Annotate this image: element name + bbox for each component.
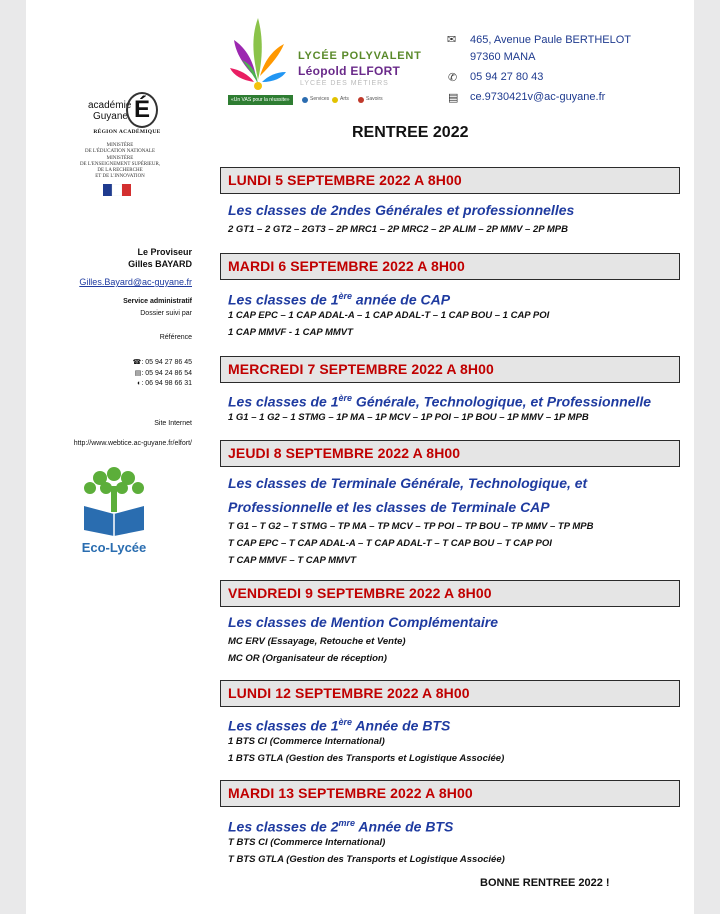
school-type: LYCÉE POLYVALENT: [298, 50, 422, 62]
class-title-sup: ère: [338, 393, 353, 403]
school-name: Léopold ELFORT: [298, 64, 401, 78]
pillar-label: Savoirs: [366, 96, 383, 102]
phone-icon: ☎: [132, 359, 142, 366]
day-heading: VENDREDI 9 SEPTEMBRE 2022 A 8H00: [228, 585, 492, 601]
day-heading: MARDI 13 SEPTEMBRE 2022 A 8H00: [228, 785, 473, 801]
site-label: Site Internet: [154, 420, 192, 427]
day-heading-box: [220, 580, 680, 607]
class-detail: T CAP MMVF – T CAP MMVT: [228, 555, 357, 566]
class-group-title: [228, 472, 587, 494]
proviseur-email-link[interactable]: Gilles.Bayard@ac-guyane.fr: [79, 277, 192, 287]
service-label: Service administratif: [123, 298, 192, 305]
class-title-text: Les classes de 1: [228, 393, 339, 410]
ministry-line: DE L'ÉDUCATION NATIONALE: [84, 149, 156, 154]
class-group-title: [228, 199, 574, 221]
tel-value: : 05 94 27 86 45: [141, 359, 192, 366]
school-motto-bar: [228, 95, 398, 106]
class-title-text: Les classes de 2ndes Générales et professionnelles: [228, 202, 575, 218]
pillar-dot: [332, 97, 338, 103]
class-detail: T BTS GTLA (Gestion des Transports et Logistique Associée): [228, 854, 505, 865]
class-title-sup: ère: [338, 291, 353, 301]
ministry-line: MINISTÈRE: [106, 156, 134, 161]
class-detail: 1 CAP EPC – 1 CAP ADAL-A – 1 CAP ADAL-T – 1 CAP BOU – 1 CAP POI: [228, 310, 550, 321]
class-detail: 1 BTS GTLA (Gestion des Transports et Logistique Associée): [228, 753, 505, 764]
fax-number: [32, 369, 192, 377]
ministry-line: ET DE L'INNOVATION: [95, 174, 145, 179]
reference-label: Référence: [159, 334, 192, 341]
class-detail: 1 G1 – 1 G2 – 1 STMG – 1P MA – 1P MCV – 1P POI – 1P BOU – 1P MMV – 1P MPB: [228, 412, 589, 423]
site-url-link[interactable]: http://www.webtice.ac-guyane.fr/elfort/: [73, 440, 192, 447]
mobile-icon: ◐: [137, 380, 142, 387]
proviseur-title: Le Proviseur: [137, 247, 192, 257]
ministry-line: DE L'ENSEIGNEMENT SUPÉRIEUR,: [79, 162, 161, 167]
day-heading: MERCREDI 7 SEPTEMBRE 2022 A 8H00: [228, 361, 494, 377]
contact-email[interactable]: ce.9730421v@ac-guyane.fr: [470, 91, 606, 103]
dossier-label: Dossier suivi par: [140, 310, 192, 317]
academie-region-label: Guyane: [92, 111, 128, 122]
class-title-text: Les classes de Terminale Générale, Technologique, et: [228, 475, 588, 491]
address-line-2: 97360 MANA: [470, 51, 536, 63]
eco-lycee-label: Eco-Lycée: [81, 540, 147, 555]
class-detail: 1 BTS CI (Commerce International): [228, 736, 385, 747]
academie-logo: É: [126, 92, 158, 128]
class-detail: T BTS CI (Commerce International): [228, 837, 386, 848]
pillar-dot: [302, 97, 308, 103]
day-heading-box: [220, 780, 680, 807]
day-heading-box: [220, 167, 680, 194]
fax-value: : 05 94 24 86 54: [141, 370, 192, 377]
ministry-line: MINISTÈRE: [106, 143, 134, 148]
class-detail: 1 CAP MMVF - 1 CAP MMVT: [228, 327, 353, 338]
school-subtitle: LYCÉE DES MÉTIERS: [300, 80, 389, 87]
region-academique: RÉGION ACADÉMIQUE: [93, 129, 161, 135]
proviseur-name: Gilles BAYARD: [128, 259, 192, 269]
class-title-suffix: Année de BTS: [352, 717, 451, 734]
envelope-icon: ✉: [447, 34, 457, 46]
academie-label: académie: [88, 100, 132, 111]
fax-icon: ▤: [448, 92, 459, 104]
eco-lycee-logo: [76, 460, 152, 536]
class-title-sup: ère: [338, 717, 353, 727]
day-heading-box: [220, 253, 680, 280]
closing-message: BONNE RENTREE 2022 !: [480, 877, 610, 889]
day-heading: MARDI 6 SEPTEMBRE 2022 A 8H00: [228, 258, 465, 274]
ministry-line: DE LA RECHERCHE: [97, 168, 143, 173]
class-title-text: Les classes de 2: [228, 818, 339, 835]
day-heading-box: [220, 680, 680, 707]
class-detail: T CAP EPC – T CAP ADAL-A – T CAP ADAL-T – T CAP BOU – T CAP POI: [228, 538, 552, 549]
tel-number: [32, 358, 192, 366]
class-detail: 2 GT1 – 2 GT2 – 2GT3 – 2P MRC1 – 2P MRC2 – 2P ALIM – 2P MMV – 2P MPB: [228, 224, 569, 235]
class-title-sup: mre: [338, 818, 356, 828]
class-title-suffix: Année de BTS: [355, 818, 454, 835]
class-detail: T G1 – T G2 – T STMG – TP MA – TP MCV – TP POI – TP BOU – TP MMV – TP MPB: [228, 521, 594, 532]
class-title-suffix: année de CAP: [352, 291, 451, 308]
class-detail: MC ERV (Essayage, Retouche et Vente): [228, 636, 406, 647]
pillar-dot: [358, 97, 364, 103]
pillar-label: Services: [310, 96, 330, 102]
phone-icon: ✆: [448, 72, 458, 84]
school-motto: «Un VAS pour la réussite»: [228, 95, 293, 105]
mobile-number: [32, 380, 192, 387]
class-detail: MC OR (Organisateur de réception): [228, 653, 387, 664]
school-logo-emblem: [228, 10, 288, 92]
class-title-text: Les classes de Mention Complémentaire: [228, 614, 498, 630]
class-group-title: [228, 611, 498, 633]
day-heading: LUNDI 5 SEPTEMBRE 2022 A 8H00: [228, 172, 462, 188]
class-group-title-line2: Professionnelle et les classes de Terminale CAP: [228, 499, 550, 515]
day-heading-box: [220, 440, 680, 467]
day-heading: LUNDI 12 SEPTEMBRE 2022 A 8H00: [228, 685, 470, 701]
page-title: RENTREE 2022: [352, 124, 469, 141]
mobile-value: : 06 94 98 66 31: [141, 380, 192, 387]
contact-phone: 05 94 27 80 43: [470, 71, 544, 83]
day-heading: JEUDI 8 SEPTEMBRE 2022 A 8H00: [228, 445, 461, 461]
class-title-text: Les classes de 1: [228, 291, 339, 308]
day-heading-box: [220, 356, 680, 383]
pillar-label: Arts: [340, 96, 349, 102]
fax-icon: ▤: [134, 370, 142, 377]
class-title-text: Les classes de 1: [228, 717, 339, 734]
academie-text: [88, 100, 132, 122]
address-line-1: 465, Avenue Paule BERTHELOT: [470, 34, 632, 46]
class-title-suffix: Générale, Technologique, et Professionnelle: [352, 393, 652, 410]
french-republic-flag: [103, 184, 131, 196]
